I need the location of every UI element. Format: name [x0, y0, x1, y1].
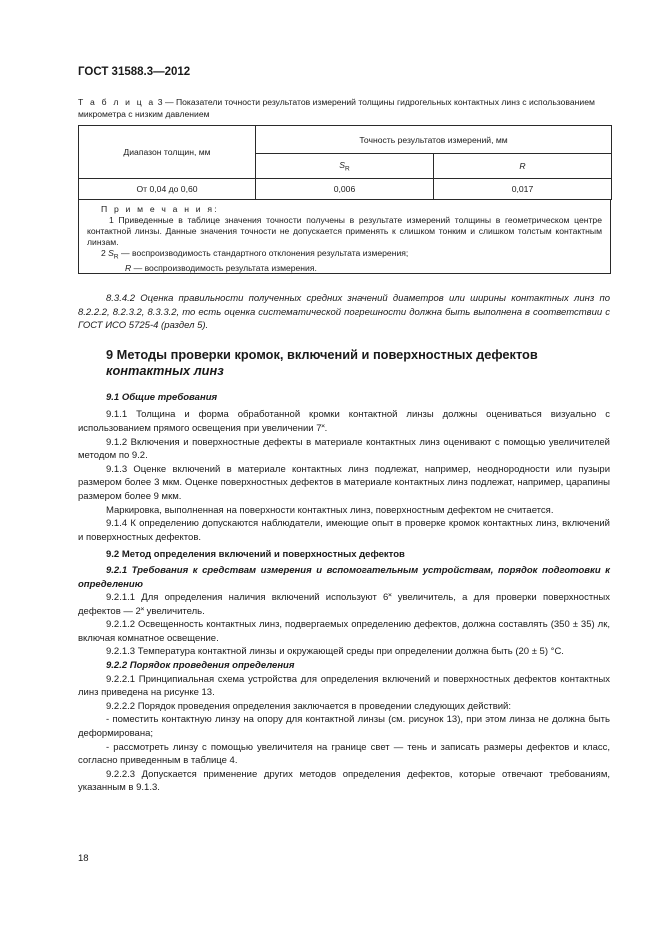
- notes-title: П р и м е ч а н и я:: [101, 204, 219, 214]
- note-3-text: — воспроизводимость результата измерения.: [131, 262, 317, 273]
- section-9-title-b: контактных линз: [106, 362, 224, 378]
- table-header-range: Диапазон толщин, мм: [79, 126, 256, 179]
- table-notes: [78, 199, 611, 274]
- para-9-2-1-3: 9.2.1.3 Температура контактной линзы и окружающей среды при определении должна быть (20 ± 5) °С.: [106, 646, 564, 658]
- bullet-2: - рассмотреть линзу с помощью увеличителя на границе свет — тень и записать размеры дефектов и класс, согласно приведенным в таблице 4.: [78, 741, 610, 767]
- bullet-1: - поместить контактную линзу на опору для контактной линзы (см. рисунок 13), при этом линза не должна быть деформирована;: [78, 714, 610, 740]
- table-cell-r: 0,017: [434, 179, 612, 200]
- document-header: ГОСТ 31588.3—2012: [78, 66, 191, 78]
- note-2-num: 2: [101, 248, 109, 258]
- note-3-symbol: R: [125, 262, 132, 273]
- page-number: 18: [78, 853, 89, 864]
- r-symbol: R: [519, 161, 526, 171]
- table-cell-range: От 0,04 до 0,60: [79, 179, 256, 200]
- note-2: [87, 248, 602, 263]
- note-2-symbol: S: [108, 248, 114, 258]
- sr-subscript: R: [345, 165, 350, 173]
- para-9-1-4: 9.1.4 К определению допускаются наблюдатели, имеющие опыт в проверке кромок контактных линз, включений и поверхностных дефектов.: [78, 518, 610, 543]
- note-3: [87, 263, 602, 274]
- table-caption-text: 3 — Показатели точности результатов измерений толщины гидрогельных контактных линз с использованием микрометра с низким давлением: [78, 97, 595, 119]
- accuracy-table: [78, 125, 612, 200]
- body-text: [78, 292, 610, 795]
- section-9-title-a: 9 Методы проверки кромок, включений и поверхностных дефектов: [106, 346, 538, 362]
- note-2-text: — воспроизводимость стандартного отклонения результата измерения;: [118, 248, 409, 258]
- para-9-2-1-2: 9.2.1.2 Освещенность контактных линз, подвергаемых определению дефектов, должна составлять (350 ± 35) лк, включая комнатное освещение.: [78, 619, 610, 644]
- para-9-1-1: 9.1.1 Толщина и форма обработанной кромки контактной линзы должны оцениваться визуально с использованием прямого освещения при увеличении 7˟.: [78, 409, 610, 434]
- note-1: 1 Приведенные в таблице значения точности получены в результате измерений толщины в геометрическом центре контактной линзы. Данные значения точности не допускается применять к слишком тонким и слишком толстым контактным линзам.: [87, 215, 602, 247]
- para-9-1-3-marking: Маркировка, выполненная на поверхности контактных линз, поверхностным дефектом не считается.: [106, 504, 554, 516]
- table-header-accuracy: Точность результатов измерений, мм: [256, 126, 612, 154]
- section-9-2-1-title: 9.2.1 Требования к средствам измерения и вспомогательным устройствам, порядок подготовки к определению: [78, 564, 610, 590]
- section-9-2-title: 9.2 Метод определения включений и поверхностных дефектов: [106, 549, 405, 561]
- sr-symbol: S: [339, 159, 346, 170]
- para-9-2-2-2: 9.2.2.2 Порядок проведения определения заключается в проведении следующих действий:: [106, 700, 512, 712]
- para-9-2-2-3: 9.2.2.3 Допускается применение других методов определения дефектов, которые отвечают требованиям, указанным в 9.1.3.: [78, 768, 610, 794]
- section-9-1-title: 9.1 Общие требования: [106, 391, 218, 403]
- para-8-3-4-2: 8.3.4.2 Оценка правильности полученных средних значений диаметров или ширины контактных линз по 8.2.2.2, 8.2.3.2, 8.3.3.2, то есть оценка систематической погрешности должна быть выполнена в соответствии с ГОСТ ИСО 5725-4 (раздел 5).: [78, 293, 610, 332]
- para-9-1-3: 9.1.3 Оценке включений в материале контактных линз подлежат, например, неоднородности или пузыри размером более 3 мкм. Оценке поверхностных дефектов в материале контактных линз подлежат, например, царапины размером более 9 мкм.: [78, 463, 610, 502]
- section-9-2-2-title: 9.2.2 Порядок проведения определения: [106, 660, 295, 672]
- para-9-2-1-1: 9.2.1.1 Для определения наличия включений используют 6˟ увеличитель, а для проверки поверхностных дефектов — 2˟ увеличитель.: [78, 592, 610, 617]
- section-9-title: [106, 347, 610, 379]
- table-header-r: [434, 154, 612, 179]
- para-9-2-2-1: 9.2.2.1 Принципиальная схема устройства для определения включений и поверхностных дефектов контактных линз приведена на рисунке 13.: [78, 673, 610, 699]
- table-header-sr: [256, 154, 434, 179]
- para-9-1-2: 9.1.2 Включения и поверхностные дефекты в материале контактных линз оценивают с помощью увеличителей методом по 9.2.: [78, 436, 610, 462]
- table-cell-sr: 0,006: [256, 179, 434, 200]
- table-caption: [78, 96, 610, 120]
- table-caption-prefix: Т а б л и ц а: [78, 97, 156, 107]
- note-2-subscript: R: [113, 253, 119, 261]
